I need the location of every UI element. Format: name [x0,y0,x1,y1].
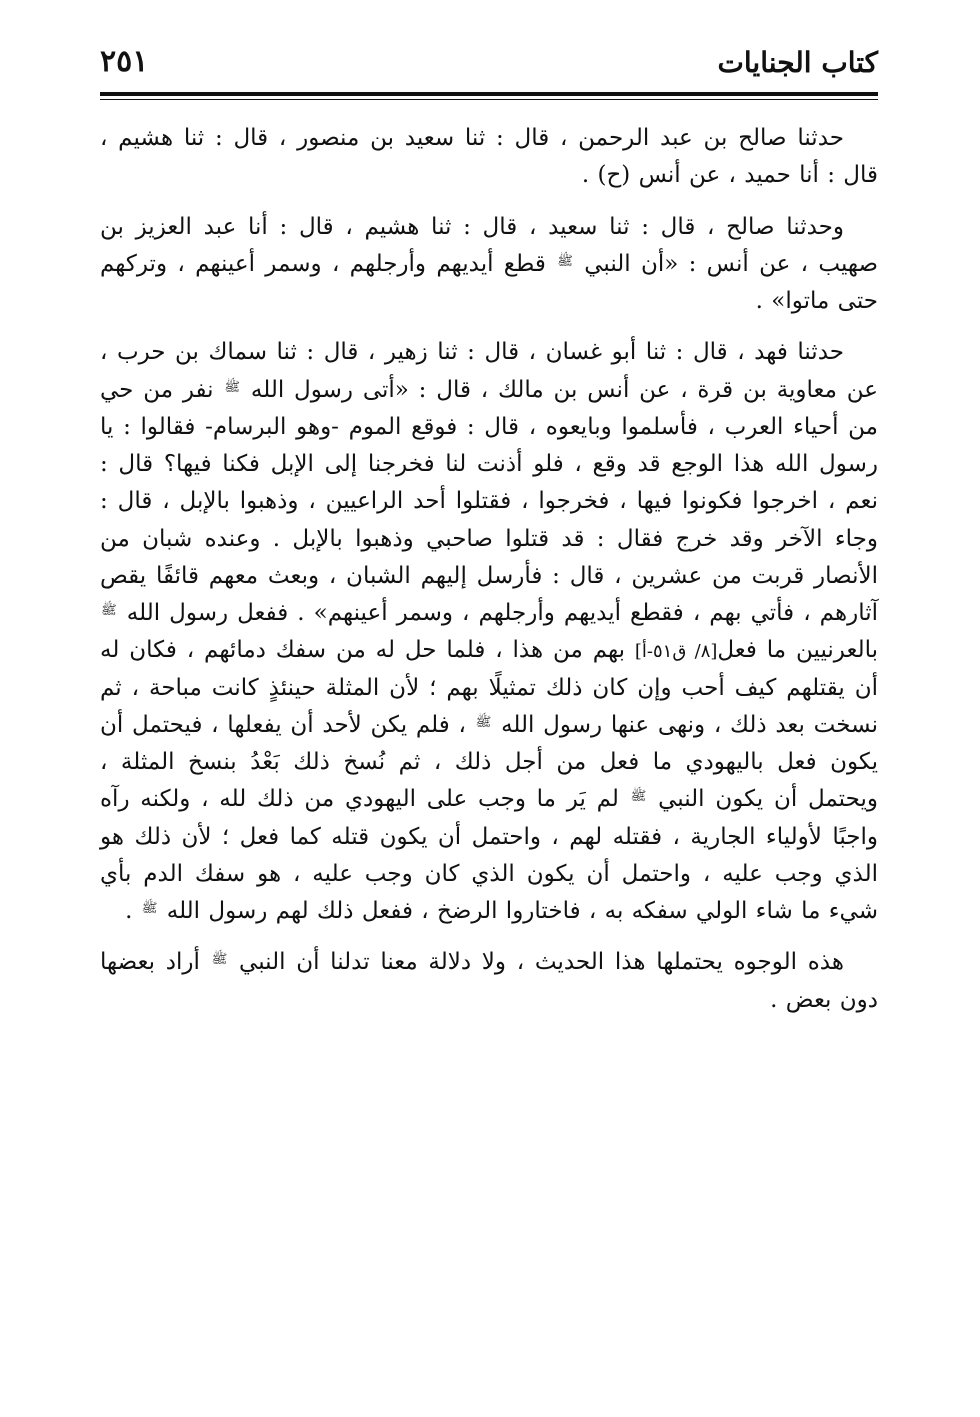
paragraph-isnad-1 [100,120,878,195]
honorific-glyph: ﷺ [557,253,573,269]
header-rule-thin [100,99,878,100]
book-title: كتاب الجنايات [717,46,878,79]
honorific-glyph: ﷺ [101,603,117,619]
paragraph-text: وحدثنا صالح ، قال : ثنا سعيد ، قال : ثنا هشيم ، قال : أنا عبد العزيز بن صهيب ، عن أنس : «أن النبي [100,213,879,277]
folio-marker: [٨/ ق٥١-أ] [634,641,718,663]
paragraph-text: نفر من حي من أحياء العرب ، فأسلموا وبايعوه ، قال : فوقع الموم -وهو البرسام- فقالوا : يا رسول الله هذا الوجع قد وقع ، فلو أذنت لنا فخرجنا إلى الإبل فكنا فيها؟ قال : نعم ، اخرجوا فكونوا فيها ، فخرجوا ، فقتلوا أحد الراعيين ، وذهبوا بالإبل ، قال : وجاء الآخر وقد خرج فقال : قد قتلوا صاحبي وذهبوا بالإبل . وعنده شبان من الأنصار قربت من عشرين ، قال : فأرسل إليهم الشبان ، وبعث معهم قائفًا يقص آثارهم ، فأتي بهم ، فقطع أيديهم وأرجلهم ، وسمر أعينهم» . ففعل رسول الله [100,376,878,626]
paragraph-text: قطع أيديهم وأرجلهم ، وسمر أعينهم ، وتركهم حتى ماتوا» . [100,250,878,314]
honorific-glyph: ﷺ [141,901,158,917]
book-page [100,40,878,1033]
paragraph-main [100,334,878,930]
honorific-glyph: ﷺ [475,714,492,730]
paragraph-text: حدثنا صالح بن عبد الرحمن ، قال : ثنا سعيد بن منصور ، قال : ثنا هشيم ، قال : أنا حميد ، عن أنس (ح) . [100,125,878,189]
page-number: ٢٥١ [100,44,149,79]
honorific-glyph: ﷺ [211,952,228,968]
paragraph-isnad-2 [100,209,878,321]
honorific-glyph: ﷺ [224,379,241,395]
honorific-glyph: ﷺ [630,789,647,805]
paragraph-text: ، فلم يكن لأحد أن يفعلها ، فيحتمل أن يكون فعل باليهودي ما فعل من أجل ذلك ، ثم نُسخ ذلك بَعْدُ بنسخ المثلة ، ويحتمل أن يكون النبي [100,711,878,813]
paragraph-text: أراد بعضها دون بعض . [100,949,878,1013]
paragraph-text: بهم من هذا ، فلما حل له من سفك دمائهم ، فكان له أن يقتلهم كيف أحب وإن كان ذلك تمثيلًا بهم ؛ لأن المثلة حينئذٍ كانت مباحة ، ثم نسخت بعد ذلك ، ونهى عنها رسول الله [100,637,879,738]
paragraph-text: بالعرنيين ما فعل [717,637,878,664]
page-body [100,120,878,1019]
header-rule-thick [100,92,878,96]
paragraph-text: . [125,898,133,924]
paragraph-text: لم يَر ما وجب على اليهودي من ذلك لله ، ولكنه رآه واجبًا لأولياء الجارية ، فقتله لهم ، واحتمل أن يكون قتله كما فعل ؛ لأن ذلك هو الذي وجب عليه ، واحتمل أن يكون الذي كان وجب عليه ، هو سفك الدم بأي شيء ما شاء الولي سفكه به ، فاختاروا الرضخ ، ففعل ذلك لهم رسول الله [100,786,878,924]
running-head [100,40,878,90]
paragraph-text: هذه الوجوه يحتملها هذا الحديث ، ولا دلالة معنا تدلنا أن النبي [228,949,844,976]
paragraph-text: حدثنا فهد ، قال : ثنا أبو غسان ، قال : ثنا زهير ، قال : ثنا سماك بن حرب ، عن معاوية بن قرة ، عن أنس بن مالك ، قال : «أتى رسول الله [100,339,878,403]
paragraph-conclusion [100,944,878,1019]
